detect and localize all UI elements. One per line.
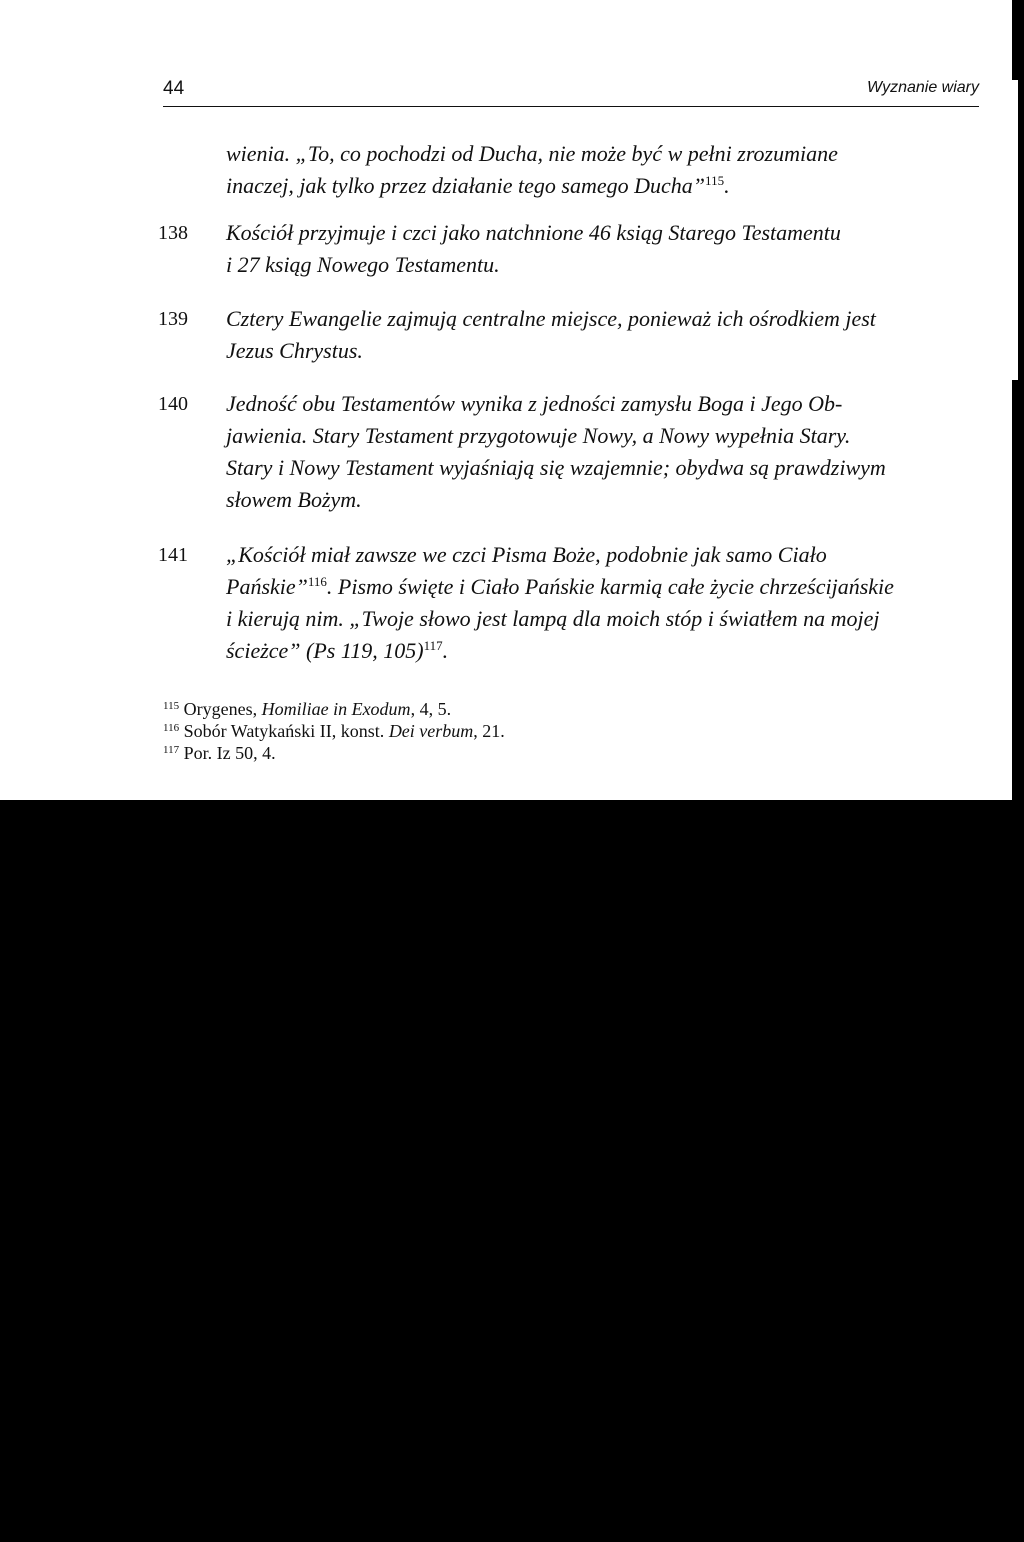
scan-edge-highlight	[1012, 80, 1018, 380]
footnote	[163, 698, 451, 720]
line-text: Jezus Chrystus.	[226, 338, 363, 363]
text-line	[226, 541, 986, 569]
footnote-mark: 115	[163, 700, 180, 712]
text-line	[226, 637, 986, 665]
text-line	[226, 486, 986, 514]
line-text: Kościół przyjmuje i czci jako natchnione 46 ksiąg Starego Testamentu	[226, 220, 841, 245]
text-line	[226, 573, 986, 601]
paragraph-number: 141	[158, 544, 188, 566]
line-text-continued: .	[442, 638, 449, 663]
line-text: Stary i Nowy Testament wyjaśniają się wzajemnie; obydwa są prawdziwym	[226, 455, 886, 480]
footnote-reference: 116	[307, 574, 327, 589]
text-line	[226, 454, 986, 482]
line-text: słowem Bożym.	[226, 487, 362, 512]
text-line	[226, 422, 986, 450]
text-line	[226, 305, 986, 333]
line-text: inaczej, jak tylko przez działanie tego samego Ducha”	[226, 173, 706, 198]
line-text: wienia. „To, co pochodzi od Ducha, nie może być w pełni zrozumiane	[226, 141, 838, 166]
footnote-text-continued: , 21.	[473, 721, 505, 741]
footnote-work-title: Dei verbum	[388, 721, 474, 741]
text-line	[226, 251, 986, 279]
footnote	[163, 742, 276, 764]
line-text: Jedność obu Testamentów wynika z jedności zamysłu Boga i Jego Ob-	[226, 391, 843, 416]
line-text: „Kościół miał zawsze we czci Pisma Boże, podobnie jak samo Ciało	[226, 542, 827, 567]
page-header	[163, 78, 979, 106]
footnote-text: Orygenes,	[183, 699, 262, 719]
paragraph-number: 139	[158, 308, 188, 330]
footnote-text-continued: , 4, 5.	[410, 699, 452, 719]
footnote	[163, 720, 505, 742]
footnote-mark: 116	[163, 722, 180, 734]
text-line	[226, 172, 986, 200]
text-line	[226, 605, 986, 633]
line-text-continued: . Pismo święte i Ciało Pańskie karmią całe życie chrześcijańskie	[326, 574, 894, 599]
footnote-reference: 115	[705, 173, 725, 188]
footnote-text: Por. Iz 50, 4.	[183, 743, 276, 763]
line-text: i kierują nim. „Twoje słowo jest lampą dla moich stóp i światłem na mojej	[226, 606, 880, 631]
line-text: Pańskie”	[226, 574, 308, 599]
line-text: i 27 ksiąg Nowego Testamentu.	[226, 252, 500, 277]
footnote-work-title: Homiliae in Exodum	[261, 699, 411, 719]
footnote-reference: 117	[423, 638, 443, 653]
header-rule	[163, 106, 979, 107]
paragraph-number: 140	[158, 393, 188, 415]
text-line	[226, 337, 986, 365]
line-text: Cztery Ewangelie zajmują centralne miejsce, ponieważ ich ośrodkiem jest	[226, 306, 876, 331]
line-text: jawienia. Stary Testament przygotowuje Nowy, a Nowy wypełnia Stary.	[226, 423, 851, 448]
line-text-continued: .	[724, 173, 730, 198]
footnote-mark: 117	[163, 744, 180, 756]
running-title: Wyznanie wiary	[866, 79, 979, 96]
paragraph-number: 138	[158, 222, 188, 244]
text-line	[226, 390, 986, 418]
footnote-text: Sobór Watykański II, konst.	[183, 721, 389, 741]
page-number: 44	[163, 78, 185, 99]
line-text: ścieżce” (Ps 119, 105)	[226, 638, 424, 663]
text-line	[226, 219, 986, 247]
text-line	[226, 140, 986, 168]
